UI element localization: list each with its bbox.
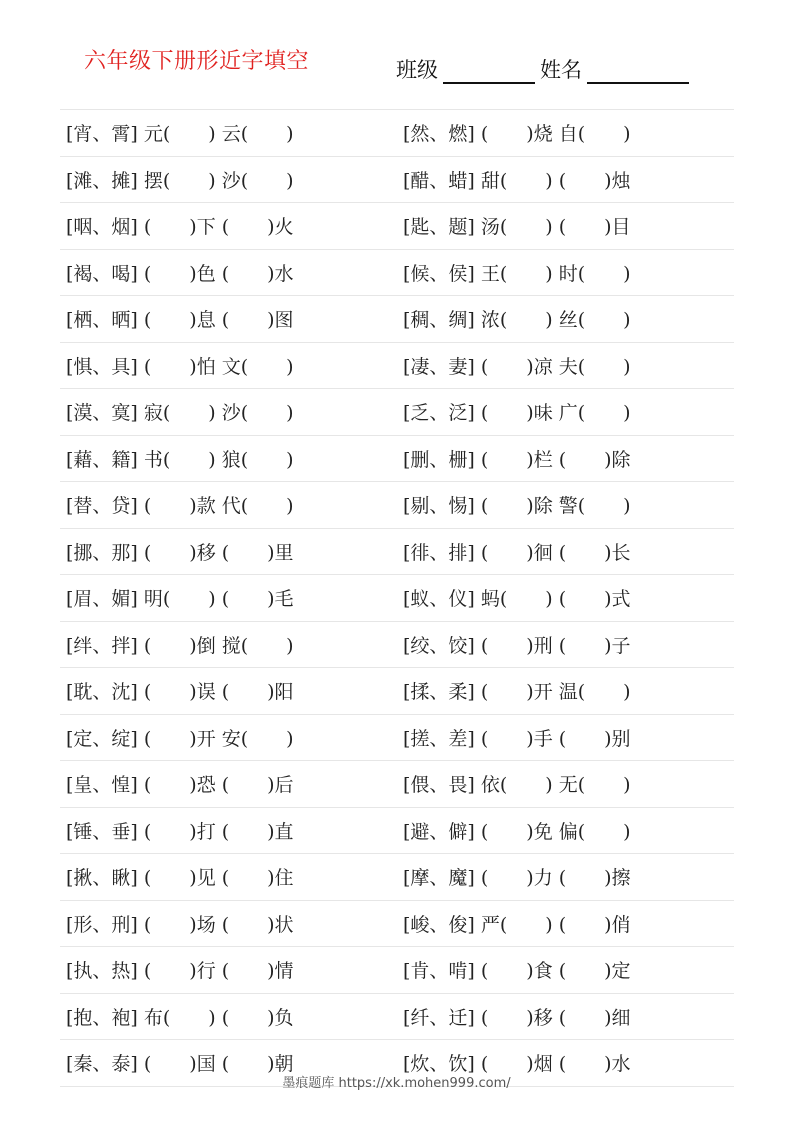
name-label: 姓名 [540, 58, 582, 82]
exercise-row [60, 715, 734, 762]
exercise-row [60, 157, 734, 204]
exercise-left: [宵、霄] 元( ) 云( ) [66, 123, 294, 146]
exercise-right: [然、燃] ( )烧 自( ) [403, 123, 631, 146]
exercise-right: [摩、魔] ( )力 ( )擦 [403, 867, 631, 890]
exercise-left: [耽、沈] ( )误 ( )阳 [66, 681, 294, 704]
exercise-row [60, 529, 734, 576]
exercise-right: [炊、饮] ( )烟 ( )水 [403, 1053, 631, 1076]
exercise-right: [删、栅] ( )栏 ( )除 [403, 448, 631, 471]
exercise-left: [揪、瞅] ( )见 ( )住 [66, 867, 294, 890]
class-name-fields [396, 54, 694, 84]
exercise-row [60, 854, 734, 901]
exercise-right: [偎、畏] 依( ) 无( ) [403, 774, 631, 797]
exercise-row [60, 389, 734, 436]
name-blank-line[interactable] [587, 62, 689, 84]
exercise-right: [蚁、仪] 蚂( ) ( )式 [403, 588, 631, 611]
exercise-right: [凄、妻] ( )凉 夫( ) [403, 355, 631, 378]
exercise-left: [抱、袍] 布( ) ( )负 [66, 1006, 294, 1029]
exercise-right: [绞、饺] ( )刑 ( )子 [403, 634, 631, 657]
exercise-row [60, 343, 734, 390]
exercise-left: [锤、垂] ( )打 ( )直 [66, 820, 294, 843]
exercise-right: [徘、排] ( )徊 ( )长 [403, 541, 631, 564]
exercise-left: [漠、寞] 寂( ) 沙( ) [66, 402, 294, 425]
exercise-left: [栖、晒] ( )息 ( )图 [66, 309, 294, 332]
exercise-right: [醋、蜡] 甜( ) ( )烛 [403, 169, 631, 192]
exercise-left: [绊、拌] ( )倒 搅( ) [66, 634, 294, 657]
footer-watermark: 墨痕题库 https://xk.mohen999.com/ [282, 1076, 511, 1091]
exercise-row [60, 761, 734, 808]
exercise-left: [褐、喝] ( )色 ( )水 [66, 262, 294, 285]
exercise-row [60, 575, 734, 622]
exercise-right: [乏、泛] ( )味 广( ) [403, 402, 631, 425]
exercise-row [60, 668, 734, 715]
exercise-row [60, 203, 734, 250]
exercise-right: [峻、俊] 严( ) ( )俏 [403, 913, 631, 936]
exercise-right: [肯、啃] ( )食 ( )定 [403, 960, 631, 983]
exercise-right: [候、侯] 王( ) 时( ) [403, 262, 631, 285]
exercise-left: [藉、籍] 书( ) 狼( ) [66, 448, 294, 471]
exercise-row [60, 110, 734, 157]
exercise-left: [替、贷] ( )款 代( ) [66, 495, 294, 518]
exercise-right: [揉、柔] ( )开 温( ) [403, 681, 631, 704]
exercise-grid [60, 109, 734, 1087]
exercise-right: [匙、题] 汤( ) ( )目 [403, 216, 631, 239]
exercise-left: [执、热] ( )行 ( )情 [66, 960, 294, 983]
exercise-right: [避、僻] ( )免 偏( ) [403, 820, 631, 843]
exercise-left: [形、刑] ( )场 ( )状 [66, 913, 294, 936]
worksheet-title: 六年级下册形近字填空 [84, 49, 310, 74]
exercise-left: [秦、泰] ( )国 ( )朝 [66, 1053, 294, 1076]
exercise-left: [眉、媚] 明( ) ( )毛 [66, 588, 294, 611]
exercise-right: [剔、惕] ( )除 警( ) [403, 495, 631, 518]
exercise-right: [纤、迁] ( )移 ( )细 [403, 1006, 631, 1029]
exercise-row [60, 436, 734, 483]
exercise-row [60, 622, 734, 669]
exercise-left: [咽、烟] ( )下 ( )火 [66, 216, 294, 239]
exercise-row [60, 296, 734, 343]
exercise-right: [搓、差] ( )手 ( )别 [403, 727, 631, 750]
exercise-left: [定、绽] ( )开 安( ) [66, 727, 294, 750]
exercise-row [60, 994, 734, 1041]
exercise-row [60, 482, 734, 529]
exercise-left: [挪、那] ( )移 ( )里 [66, 541, 294, 564]
exercise-row [60, 947, 734, 994]
exercise-row [60, 901, 734, 948]
exercise-row [60, 808, 734, 855]
exercise-left: [滩、摊] 摆( ) 沙( ) [66, 169, 294, 192]
exercise-left: [惧、具] ( )怕 文( ) [66, 355, 294, 378]
exercise-left: [皇、惶] ( )恐 ( )后 [66, 774, 294, 797]
class-label: 班级 [396, 58, 438, 82]
exercise-row [60, 250, 734, 297]
class-blank-line[interactable] [443, 62, 535, 84]
exercise-right: [稠、绸] 浓( ) 丝( ) [403, 309, 631, 332]
